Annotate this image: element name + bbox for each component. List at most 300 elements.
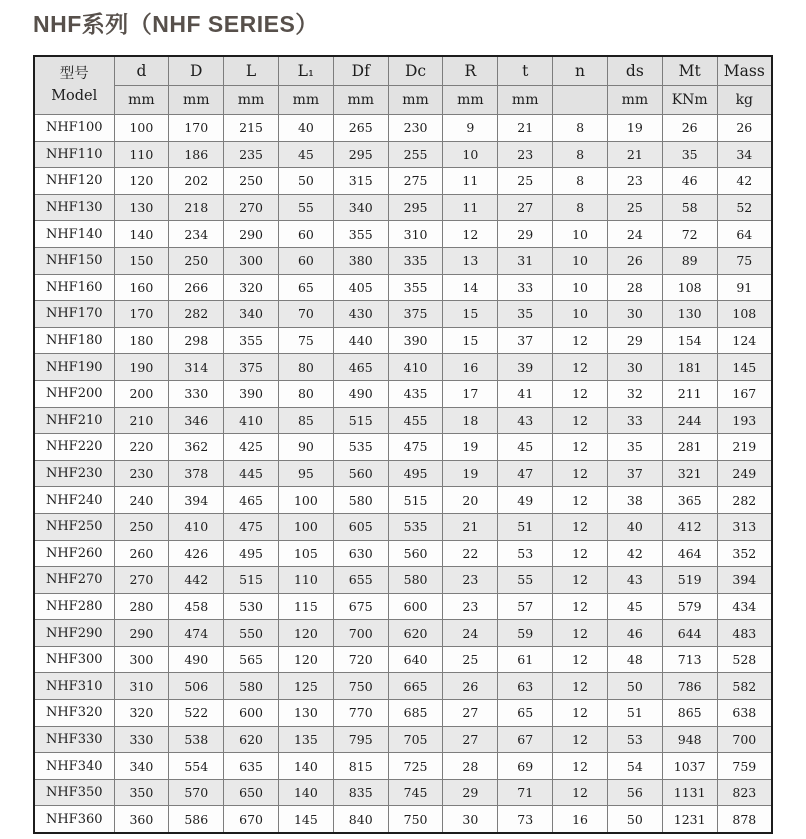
value-cell-ds: 35 [607,434,662,461]
value-cell-Mt: 713 [662,646,717,673]
value-cell-L1: 100 [278,487,333,514]
value-cell-L: 530 [224,593,279,620]
col-header-ds: ds [607,56,662,86]
model-cell: NHF300 [34,646,114,673]
value-cell-Mt: 786 [662,673,717,700]
table-row [34,646,772,673]
value-cell-D: 330 [169,380,224,407]
value-cell-Df: 750 [333,673,388,700]
value-cell-Mass: 124 [717,327,772,354]
value-cell-Dc: 310 [388,221,443,248]
value-cell-t: 31 [498,247,553,274]
value-cell-Mt: 181 [662,354,717,381]
value-cell-Dc: 515 [388,487,443,514]
value-cell-t: 27 [498,194,553,221]
value-cell-d: 290 [114,620,169,647]
model-header-en: Model [51,87,98,104]
value-cell-R: 13 [443,247,498,274]
col-header-Dc: Dc [388,56,443,86]
table-row [34,194,772,221]
value-cell-t: 29 [498,221,553,248]
value-cell-L1: 100 [278,513,333,540]
value-cell-L: 215 [224,115,279,142]
value-cell-D: 506 [169,673,224,700]
value-cell-t: 51 [498,513,553,540]
value-cell-Mt: 948 [662,726,717,753]
value-cell-Df: 315 [333,168,388,195]
model-cell: NHF240 [34,487,114,514]
col-unit-Dc: mm [388,86,443,115]
value-cell-Mass: 167 [717,380,772,407]
table-row [34,620,772,647]
value-cell-d: 150 [114,247,169,274]
value-cell-L: 355 [224,327,279,354]
value-cell-Dc: 295 [388,194,443,221]
value-cell-Mass: 34 [717,141,772,168]
value-cell-L1: 60 [278,221,333,248]
value-cell-n: 12 [553,646,608,673]
value-cell-ds: 21 [607,141,662,168]
value-cell-L: 670 [224,806,279,833]
value-cell-D: 410 [169,513,224,540]
value-cell-Dc: 495 [388,460,443,487]
value-cell-d: 350 [114,779,169,806]
value-cell-Dc: 455 [388,407,443,434]
value-cell-n: 12 [553,327,608,354]
value-cell-L: 410 [224,407,279,434]
value-cell-Df: 465 [333,354,388,381]
col-header-R: R [443,56,498,86]
value-cell-Dc: 705 [388,726,443,753]
col-header-n: n [553,56,608,86]
value-cell-n: 12 [553,354,608,381]
value-cell-D: 394 [169,487,224,514]
value-cell-L: 290 [224,221,279,248]
value-cell-Mt: 35 [662,141,717,168]
value-cell-Df: 630 [333,540,388,567]
value-cell-L1: 110 [278,567,333,594]
value-cell-n: 8 [553,168,608,195]
value-cell-Dc: 435 [388,380,443,407]
value-cell-Df: 265 [333,115,388,142]
value-cell-L1: 145 [278,806,333,833]
table-row [34,141,772,168]
value-cell-R: 19 [443,460,498,487]
value-cell-t: 25 [498,168,553,195]
value-cell-n: 12 [553,779,608,806]
value-cell-D: 282 [169,301,224,328]
table-row [34,168,772,195]
model-cell: NHF170 [34,301,114,328]
value-cell-d: 280 [114,593,169,620]
nhf-series-spec-table [33,55,773,834]
value-cell-ds: 50 [607,673,662,700]
value-cell-L: 650 [224,779,279,806]
value-cell-d: 200 [114,380,169,407]
table-row [34,779,772,806]
value-cell-Dc: 230 [388,115,443,142]
value-cell-Mass: 91 [717,274,772,301]
value-cell-D: 426 [169,540,224,567]
value-cell-t: 47 [498,460,553,487]
value-cell-Dc: 275 [388,168,443,195]
table-row [34,487,772,514]
value-cell-Df: 580 [333,487,388,514]
value-cell-D: 554 [169,753,224,780]
value-cell-R: 9 [443,115,498,142]
value-cell-Dc: 665 [388,673,443,700]
col-unit-ds: mm [607,86,662,115]
model-cell: NHF150 [34,247,114,274]
value-cell-n: 12 [553,434,608,461]
value-cell-t: 69 [498,753,553,780]
value-cell-Mass: 52 [717,194,772,221]
header-unit-row [34,86,772,115]
value-cell-D: 202 [169,168,224,195]
table-row [34,354,772,381]
value-cell-R: 25 [443,646,498,673]
value-cell-Mass: 352 [717,540,772,567]
value-cell-Mt: 519 [662,567,717,594]
value-cell-R: 27 [443,726,498,753]
value-cell-Dc: 725 [388,753,443,780]
value-cell-L: 550 [224,620,279,647]
value-cell-L1: 45 [278,141,333,168]
value-cell-Mt: 211 [662,380,717,407]
col-unit-Df: mm [333,86,388,115]
value-cell-R: 21 [443,513,498,540]
value-cell-ds: 32 [607,380,662,407]
model-cell: NHF100 [34,115,114,142]
value-cell-ds: 26 [607,247,662,274]
value-cell-L1: 75 [278,327,333,354]
value-cell-Mass: 64 [717,221,772,248]
value-cell-Mt: 1231 [662,806,717,833]
value-cell-R: 10 [443,141,498,168]
table-row [34,434,772,461]
value-cell-ds: 29 [607,327,662,354]
value-cell-L: 235 [224,141,279,168]
value-cell-d: 240 [114,487,169,514]
value-cell-t: 35 [498,301,553,328]
value-cell-n: 12 [553,460,608,487]
table-header [34,56,772,115]
value-cell-R: 15 [443,301,498,328]
value-cell-Mt: 26 [662,115,717,142]
table-row [34,567,772,594]
value-cell-D: 570 [169,779,224,806]
value-cell-R: 18 [443,407,498,434]
value-cell-Df: 835 [333,779,388,806]
model-cell: NHF350 [34,779,114,806]
value-cell-Mt: 579 [662,593,717,620]
value-cell-Mt: 412 [662,513,717,540]
value-cell-Dc: 355 [388,274,443,301]
value-cell-Mt: 365 [662,487,717,514]
page-title: NHF系列（NHF SERIES） [33,11,319,37]
value-cell-L1: 140 [278,779,333,806]
value-cell-R: 30 [443,806,498,833]
value-cell-Df: 380 [333,247,388,274]
value-cell-Df: 770 [333,700,388,727]
table-row [34,301,772,328]
value-cell-L: 515 [224,567,279,594]
model-cell: NHF280 [34,593,114,620]
value-cell-D: 474 [169,620,224,647]
value-cell-R: 19 [443,434,498,461]
value-cell-R: 22 [443,540,498,567]
value-cell-t: 45 [498,434,553,461]
col-header-d: d [114,56,169,86]
value-cell-L: 250 [224,168,279,195]
value-cell-L1: 80 [278,354,333,381]
value-cell-Mt: 58 [662,194,717,221]
value-cell-n: 10 [553,274,608,301]
col-unit-t: mm [498,86,553,115]
value-cell-L: 565 [224,646,279,673]
table-row [34,673,772,700]
value-cell-D: 218 [169,194,224,221]
model-cell: NHF290 [34,620,114,647]
value-cell-Dc: 375 [388,301,443,328]
value-cell-Mt: 108 [662,274,717,301]
value-cell-Df: 405 [333,274,388,301]
value-cell-n: 8 [553,115,608,142]
value-cell-d: 140 [114,221,169,248]
model-cell: NHF320 [34,700,114,727]
value-cell-Mt: 244 [662,407,717,434]
value-cell-n: 12 [553,540,608,567]
value-cell-L: 390 [224,380,279,407]
value-cell-t: 49 [498,487,553,514]
model-cell: NHF200 [34,380,114,407]
value-cell-Dc: 580 [388,567,443,594]
model-cell: NHF330 [34,726,114,753]
value-cell-Mass: 75 [717,247,772,274]
value-cell-Df: 340 [333,194,388,221]
value-cell-t: 71 [498,779,553,806]
table-row [34,806,772,833]
value-cell-R: 14 [443,274,498,301]
value-cell-n: 12 [553,673,608,700]
value-cell-ds: 56 [607,779,662,806]
value-cell-Mass: 700 [717,726,772,753]
value-cell-n: 10 [553,247,608,274]
value-cell-t: 41 [498,380,553,407]
value-cell-R: 27 [443,700,498,727]
model-cell: NHF190 [34,354,114,381]
value-cell-Mt: 281 [662,434,717,461]
value-cell-d: 110 [114,141,169,168]
value-cell-ds: 25 [607,194,662,221]
value-cell-R: 16 [443,354,498,381]
value-cell-Mt: 644 [662,620,717,647]
value-cell-L1: 115 [278,593,333,620]
value-cell-D: 170 [169,115,224,142]
table-row [34,221,772,248]
value-cell-Dc: 600 [388,593,443,620]
value-cell-Mass: 108 [717,301,772,328]
value-cell-L: 475 [224,513,279,540]
value-cell-Mt: 89 [662,247,717,274]
value-cell-Mass: 42 [717,168,772,195]
model-cell: NHF260 [34,540,114,567]
value-cell-t: 33 [498,274,553,301]
value-cell-t: 63 [498,673,553,700]
value-cell-R: 23 [443,593,498,620]
value-cell-t: 53 [498,540,553,567]
value-cell-d: 160 [114,274,169,301]
value-cell-ds: 38 [607,487,662,514]
value-cell-ds: 23 [607,168,662,195]
value-cell-Df: 720 [333,646,388,673]
value-cell-Df: 440 [333,327,388,354]
col-unit-n [553,86,608,115]
value-cell-t: 57 [498,593,553,620]
value-cell-ds: 24 [607,221,662,248]
value-cell-Mass: 483 [717,620,772,647]
value-cell-L: 445 [224,460,279,487]
value-cell-n: 12 [553,380,608,407]
value-cell-ds: 19 [607,115,662,142]
value-cell-Df: 490 [333,380,388,407]
table-row [34,274,772,301]
value-cell-Dc: 390 [388,327,443,354]
value-cell-Df: 795 [333,726,388,753]
table-row [34,753,772,780]
value-cell-ds: 28 [607,274,662,301]
value-cell-D: 378 [169,460,224,487]
value-cell-Mt: 464 [662,540,717,567]
value-cell-t: 73 [498,806,553,833]
value-cell-L: 635 [224,753,279,780]
value-cell-L1: 125 [278,673,333,700]
value-cell-Dc: 745 [388,779,443,806]
value-cell-Mass: 282 [717,487,772,514]
value-cell-Df: 295 [333,141,388,168]
value-cell-L1: 55 [278,194,333,221]
value-cell-R: 28 [443,753,498,780]
value-cell-ds: 50 [607,806,662,833]
col-unit-Mass: kg [717,86,772,115]
value-cell-Df: 515 [333,407,388,434]
value-cell-L1: 60 [278,247,333,274]
model-cell: NHF270 [34,567,114,594]
value-cell-Df: 840 [333,806,388,833]
col-header-Mass: Mass [717,56,772,86]
value-cell-Mass: 823 [717,779,772,806]
value-cell-Mt: 72 [662,221,717,248]
value-cell-t: 39 [498,354,553,381]
value-cell-t: 61 [498,646,553,673]
col-header-Mt: Mt [662,56,717,86]
value-cell-d: 100 [114,115,169,142]
value-cell-d: 170 [114,301,169,328]
value-cell-t: 55 [498,567,553,594]
value-cell-L: 495 [224,540,279,567]
model-cell: NHF130 [34,194,114,221]
value-cell-D: 362 [169,434,224,461]
table-row [34,726,772,753]
value-cell-Df: 605 [333,513,388,540]
col-unit-D: mm [169,86,224,115]
value-cell-Mt: 865 [662,700,717,727]
model-cell: NHF340 [34,753,114,780]
model-column-header [34,56,114,115]
value-cell-Mass: 313 [717,513,772,540]
value-cell-D: 250 [169,247,224,274]
col-header-L: L [224,56,279,86]
value-cell-Mass: 528 [717,646,772,673]
value-cell-Mass: 193 [717,407,772,434]
value-cell-n: 12 [553,700,608,727]
value-cell-D: 490 [169,646,224,673]
table-body [34,115,772,834]
col-header-D: D [169,56,224,86]
value-cell-L1: 120 [278,646,333,673]
table-row [34,460,772,487]
value-cell-D: 186 [169,141,224,168]
model-cell: NHF160 [34,274,114,301]
value-cell-n: 10 [553,221,608,248]
value-cell-n: 8 [553,194,608,221]
value-cell-Dc: 475 [388,434,443,461]
col-unit-L: mm [224,86,279,115]
table-row [34,327,772,354]
value-cell-L: 340 [224,301,279,328]
col-header-Df: Df [333,56,388,86]
value-cell-Df: 675 [333,593,388,620]
value-cell-L: 320 [224,274,279,301]
value-cell-L: 580 [224,673,279,700]
model-cell: NHF360 [34,806,114,833]
value-cell-d: 230 [114,460,169,487]
value-cell-n: 12 [553,567,608,594]
value-cell-Mt: 1131 [662,779,717,806]
value-cell-d: 320 [114,700,169,727]
value-cell-ds: 48 [607,646,662,673]
col-unit-d: mm [114,86,169,115]
value-cell-d: 250 [114,513,169,540]
value-cell-ds: 53 [607,726,662,753]
value-cell-ds: 30 [607,301,662,328]
value-cell-D: 314 [169,354,224,381]
value-cell-n: 12 [553,620,608,647]
value-cell-Dc: 535 [388,513,443,540]
value-cell-R: 23 [443,567,498,594]
value-cell-ds: 37 [607,460,662,487]
value-cell-n: 12 [553,487,608,514]
value-cell-n: 10 [553,301,608,328]
value-cell-D: 266 [169,274,224,301]
model-cell: NHF180 [34,327,114,354]
value-cell-t: 59 [498,620,553,647]
table-row [34,407,772,434]
value-cell-Df: 430 [333,301,388,328]
value-cell-d: 210 [114,407,169,434]
value-cell-L1: 95 [278,460,333,487]
value-cell-d: 360 [114,806,169,833]
value-cell-d: 260 [114,540,169,567]
value-cell-n: 12 [553,753,608,780]
value-cell-R: 17 [443,380,498,407]
value-cell-ds: 30 [607,354,662,381]
value-cell-t: 23 [498,141,553,168]
model-cell: NHF120 [34,168,114,195]
value-cell-L: 375 [224,354,279,381]
value-cell-R: 26 [443,673,498,700]
table-row [34,115,772,142]
